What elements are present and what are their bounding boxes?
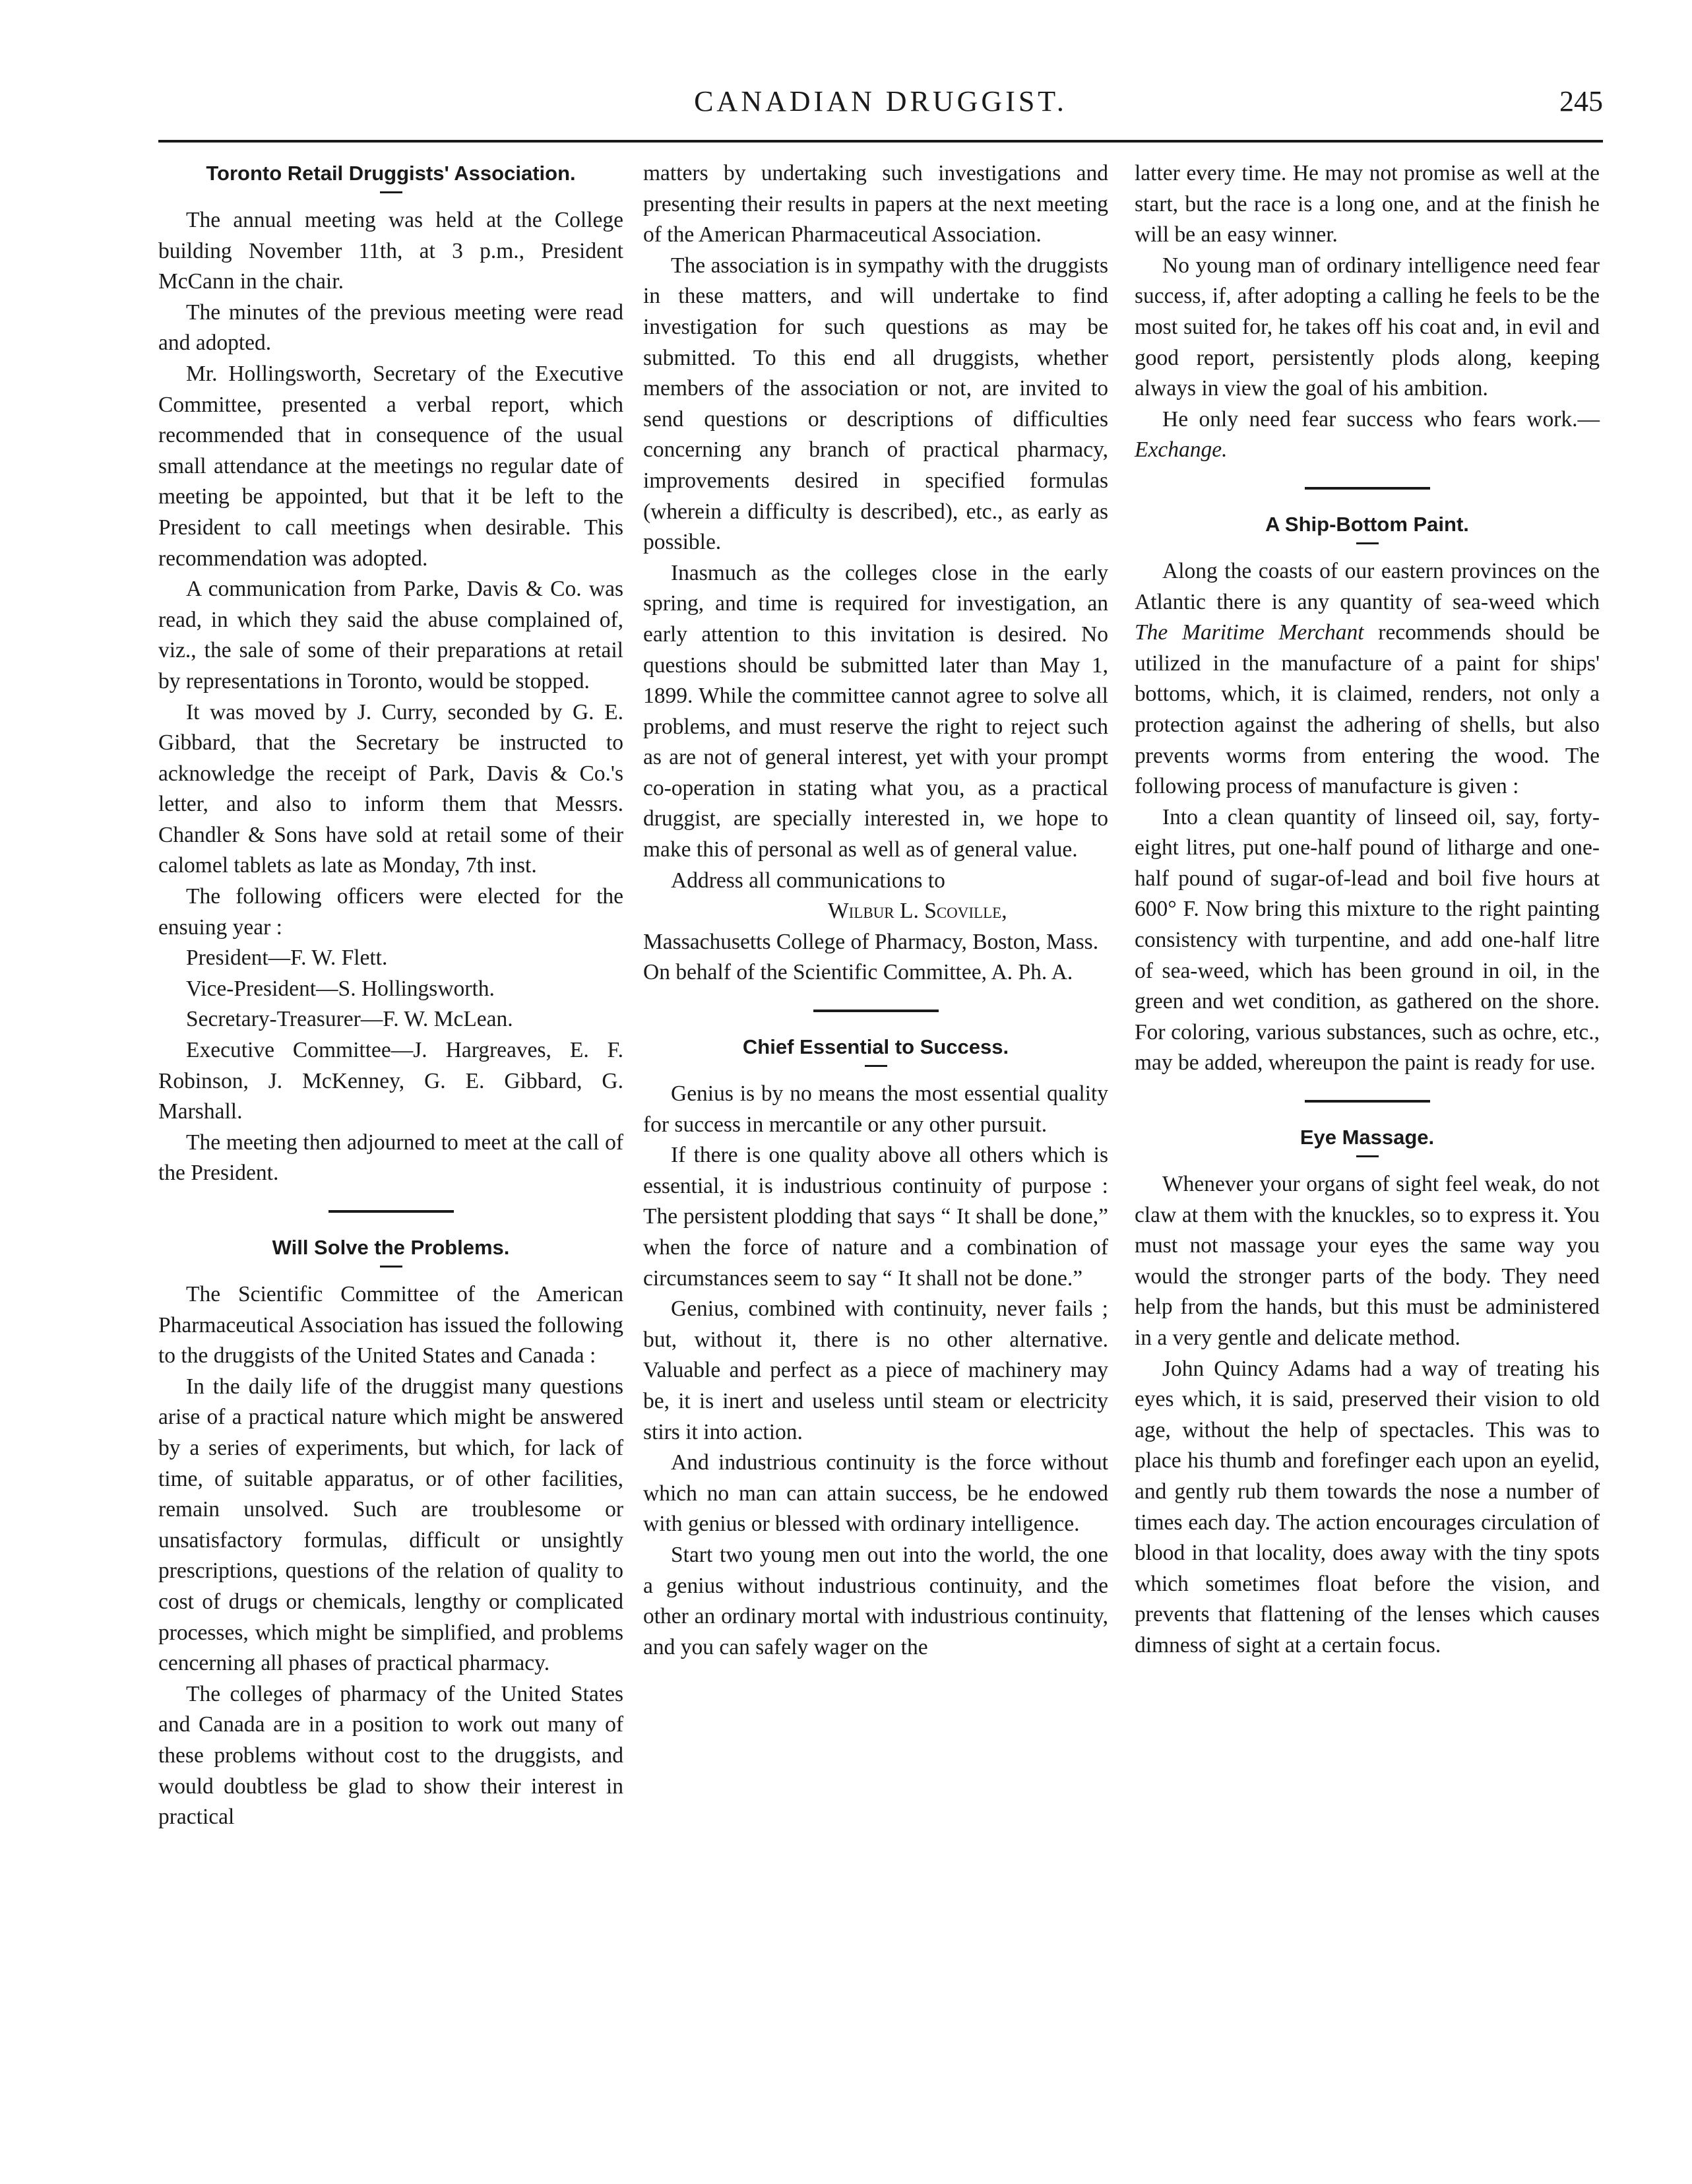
paragraph: Into a clean quantity of linseed oil, say, forty-eight litres, put one-half pound of litharge and one-half pound of sugar-of-lead and boil five hours at 600° F. Now bring this mixture to the right painting consistency with turpentine, and add one-half litre of sea-weed, which has been ground in oil, in the green and wet condition, as gathered on the shore. For coloring, various substances, such as ochre, etc., may be added, whereupon the paint is ready for use. xyxy=(1135,804,1600,1076)
paragraph: And industrious continuity is the force without which no man can attain success, be he endowed with genius or blessed with ordinary intelligence. xyxy=(643,1450,1108,1537)
address-line: On behalf of the Scientific Committee, A. Ph. A. xyxy=(643,960,1073,985)
article-heading-trda: Toronto Retail Druggists' Association. xyxy=(206,162,576,185)
article-separator xyxy=(1305,1100,1430,1103)
heading-dash xyxy=(380,1266,402,1268)
article-separator xyxy=(329,1210,454,1213)
paragraph: If there is one quality above all others which is essential, it is industrious continuity of purpose : The persistent plodding that says “ It shall be done,” when the force of nature and a combination of circumstances seem to say “ It shall not be done.” xyxy=(643,1143,1108,1291)
paragraph: latter every time. He may not promise as well at the start, but the race is a long one, and at the finish he will be an easy winner. xyxy=(1135,161,1600,247)
paragraph: The association is in sympathy with the druggists in these matters, and will undertake to find investigation for such questions as may be submitted. To this end all druggists, whether members of the association or not, are invited to send questions or descriptions of difficulties concerning any branch of practical pharmacy, improvements desired in specified formulas (wherein a difficulty is described), etc., as early as possible. xyxy=(643,253,1108,555)
column-3 xyxy=(1135,158,1600,1661)
paragraph: The colleges of pharmacy of the United States and Canada are in a position to work out many of these problems without cost to the druggists, and would doubtless be glad to show their interest in practical xyxy=(158,1681,623,1830)
paragraph: Genius, combined with continuity, never fails ; but, without it, there is no other alternative. Valuable and perfect as a piece of machinery may be, it is inert and useless until steam or electricity stirs it into action. xyxy=(643,1297,1108,1444)
paragraph: In the daily life of the druggist many questions arise of a practical nature which might be answered by a series of experiments, but which, for lack of time, of suitable apparatus, or of other facilities, remain unsolved. Such are troublesome or unsatisfactory formulas, difficult or unsightly prescriptions, questions of the relation of quality to cost of drugs or chemicals, lengthy or complicated processes, which might be simplified, and problems cencerning all phases of practical pharmacy. xyxy=(158,1374,623,1676)
paragraph: matters by undertaking such investigations and presenting their results in papers at the next meeting of the American Pharmaceutical Association. xyxy=(643,161,1108,247)
column-1 xyxy=(158,158,623,1833)
officer-line: Executive Committee—J. Hargreaves, E. F. Robinson, J. McKenney, G. E. Gibbard, G. Marshall. xyxy=(158,1038,623,1124)
paragraph: Mr. Hollingsworth, Secretary of the Executive Committee, presented a verbal report, which recommended that in consequence of the usual small attendance at the meetings no regular date of meeting be appointed, but that it be left to the President to call meetings when desirable. This recommendation was adopted. xyxy=(158,361,623,571)
heading-dash xyxy=(1356,1155,1379,1157)
paragraph-text: He only need fear success who fears work.— xyxy=(1162,406,1600,432)
article-separator xyxy=(813,1010,939,1012)
officer-line: Vice-President—S. Hollingsworth. xyxy=(186,976,495,1001)
paragraph: No young man of ordinary intelligence need fear success, if, after adopting a calling he feels to be the most suited for, he takes off his coat and, in evil and good report, persistently plods along, keeping always in view the goal of his ambition. xyxy=(1135,253,1600,401)
article-heading-paint: A Ship-Bottom Paint. xyxy=(1265,512,1469,536)
publication-title: The Maritime Merchant xyxy=(1135,620,1364,645)
page-number: 245 xyxy=(1559,85,1603,117)
paragraph: Start two young men out into the world, the one a genius without industrious continuity, and the other an ordinary mortal with industrious continuity, and you can safely wager on the xyxy=(643,1542,1108,1659)
heading-dash xyxy=(865,1065,887,1067)
paragraph: John Quincy Adams had a way of treating his eyes which, it is said, preserved their vision to old age, without the help of spectacles. This was to place his thumb and forefinger each upon an eyelid, and gently rub them towards the nose a number of times each day. The action encourages circulation of blood in that locality, does away with the tiny spots which sometimes float before the vision, and prevents that flattening of the lenses which causes dimness of sight at a certain focus. xyxy=(1135,1356,1600,1657)
paragraph: It was moved by J. Curry, seconded by G. E. Gibbard, that the Secretary be instructed to acknowledge the receipt of Park, Davis & Co.'s letter, and also to inform them that Messrs. Chandler & Sons have sold at retail some of their calomel tablets as late as Monday, 7th inst. xyxy=(158,699,623,878)
officer-line: Secretary-Treasurer—F. W. McLean. xyxy=(186,1007,513,1032)
heading-dash xyxy=(1356,542,1379,544)
header-rule xyxy=(158,140,1603,143)
paragraph-final xyxy=(1135,404,1600,466)
paragraph: Address all communications to xyxy=(671,868,945,893)
paragraph: The following officers were elected for the ensuing year : xyxy=(158,884,623,940)
heading-dash xyxy=(380,191,402,193)
paragraph: Genius is by no means the most essential quality for success in mercantile or any other pursuit. xyxy=(643,1081,1108,1137)
signatory: Wilbur L. Scoville, xyxy=(828,899,1007,924)
paragraph: The Scientific Committee of the American Pharmaceutical Association has issued the following to the druggists of the United States and Canada : xyxy=(158,1282,623,1368)
paragraph-text: recommends should be utilized in the manufacture of a paint for ships' bottoms, which, it is claimed, renders, not only a protection against the adhering of shells, but also prevents worms from entering the wood. The following process of manufacture is given : xyxy=(1135,620,1600,799)
address-line: Massachusetts College of Pharmacy, Boston, Mass. xyxy=(643,929,1099,954)
paragraph: Whenever your organs of sight feel weak, do not claw at them with the knuckles, so to express it. You must not massage your eyes the same way you would the stronger parts of the body. They need help from the hands, but this must be administered in a very gentle and delicate method. xyxy=(1135,1172,1600,1350)
article-heading-eye: Eye Massage. xyxy=(1300,1126,1435,1149)
running-title: CANADIAN DRUGGIST. xyxy=(694,85,1067,117)
paragraph: The minutes of the previous meeting were read and adopted. xyxy=(158,300,623,356)
paragraph: Inasmuch as the colleges close in the early spring, and time is required for investigation, an early attention to this invitation is desired. No questions should be submitted later than May 1, 1899. While the committee cannot agree to solve all problems, and must reserve the right to reject such as are not of general interest, yet with your prompt co-operation in stating what you, as a practical druggist, are specially interested in, we hope to make this of personal as well as of general value. xyxy=(643,560,1108,862)
article-heading-success: Chief Essential to Success. xyxy=(742,1035,1009,1059)
paragraph: The annual meeting was held at the College building November 11th, at 3 p.m., President McCann in the chair. xyxy=(158,208,623,294)
officer-line: President—F. W. Flett. xyxy=(186,946,388,971)
article-heading-problems: Will Solve the Problems. xyxy=(272,1236,510,1259)
source-credit: Exchange. xyxy=(1135,437,1228,463)
paragraph: A communication from Parke, Davis & Co. was read, in which they said the abuse complained of, viz., the sale of some of their preparations at retail by representations in Toronto, would be stopped. xyxy=(158,577,623,693)
page-header xyxy=(158,84,1603,137)
paragraph-text: Along the coasts of our eastern provinces on the Atlantic there is any quantity of sea-weed which xyxy=(1135,558,1600,614)
paragraph xyxy=(1135,556,1600,802)
article-separator xyxy=(1305,487,1430,490)
paragraph: The meeting then adjourned to meet at the call of the President. xyxy=(158,1130,623,1186)
column-2 xyxy=(643,158,1108,1663)
